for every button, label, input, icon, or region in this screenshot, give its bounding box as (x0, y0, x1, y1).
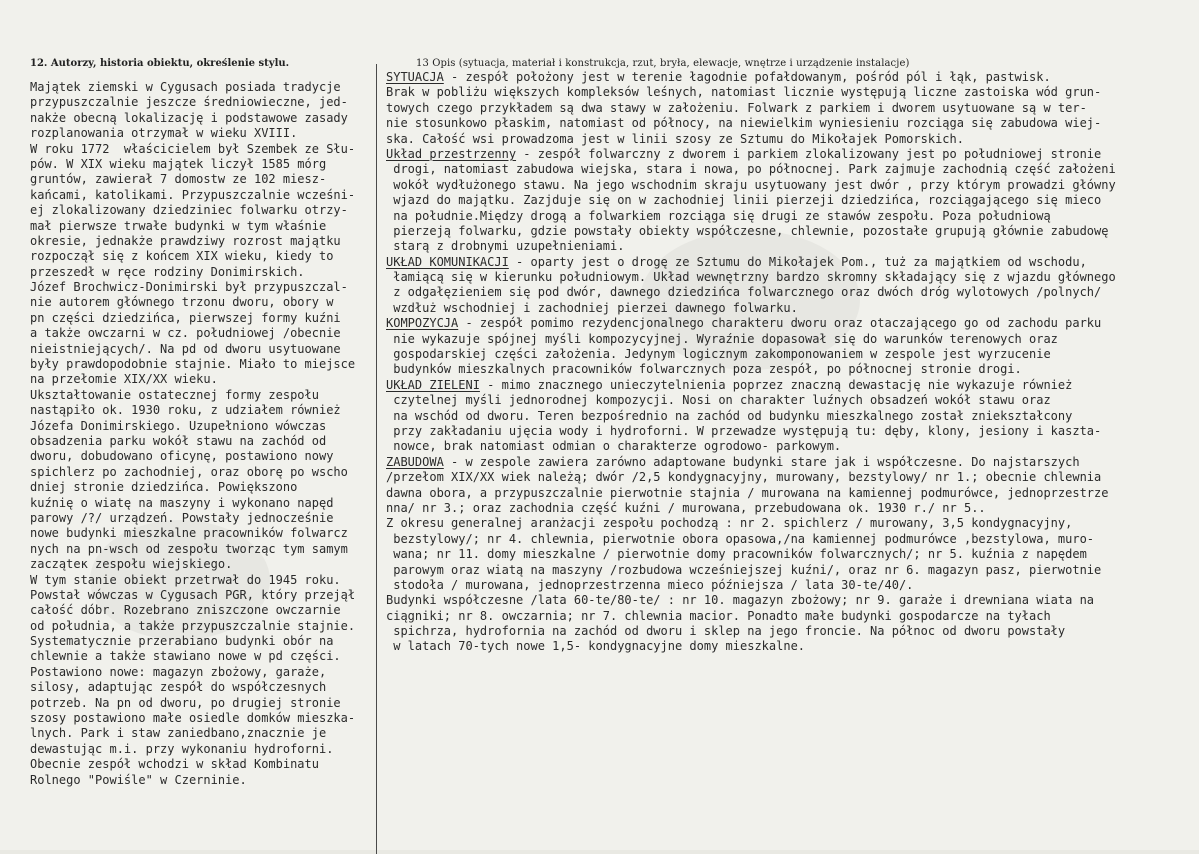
description-line (386, 424, 1199, 439)
description-line (386, 270, 1199, 285)
line-text: wjazd do majątku. Zazjduje się on w zachodniej linii pierzeji dziedzińca, rozciągającego się mieco (386, 193, 1102, 208)
history-line: kuźnię o wiatę na maszyny i wykonano napęd (30, 495, 334, 510)
description-line (386, 362, 1199, 377)
history-line: ej zlokalizowany dziedziniec folwarku otrzy- (30, 203, 348, 218)
line-text: parowym oraz wiatą na maszyny /rozbudowa wcześniejszej kuźni/, oraz nr 6. magazyn pasz, pierwotnie (386, 562, 1102, 577)
line-text: - oparty jest o drogę ze Sztumu do Mikołajek Pom., tuż za majątkiem od wschodu, (508, 254, 1087, 269)
description-line (386, 470, 1199, 485)
history-line: a także owczarni w cz. południowej /obecnie (30, 326, 341, 341)
description-line (386, 239, 1199, 254)
line-text: - w zespole zawiera zarówno adaptowane budynki stare jak i współczesne. Do najstarszych (443, 454, 1080, 469)
history-line: były prawdopodobnie stajnie. Miało to miejsce (30, 357, 356, 372)
history-text (30, 80, 376, 788)
description-line (386, 547, 1199, 562)
line-text: przy zakładaniu ujęcia wody i hydroforni. W przewadze występują tu: dęby, klony, jesiony i kaszta- (386, 423, 1102, 438)
line-text: - zespół położony jest w terenie łagodnie pofałdowanym, pośród pól i łąk, pastwisk. (443, 70, 1051, 84)
history-line: silosy, adaptując zespół do współczesnych (30, 680, 327, 695)
history-line: Postawiono nowe: magazyn zbożowy, garaże, (30, 664, 327, 679)
line-text: na południe.Między drogą a folwarkiem rozciąga się drugi ze stawów zespołu. Poza południową (386, 208, 1051, 223)
history-line: dniej stronie dziedzińca. Powiększono (30, 480, 298, 495)
description-line (386, 593, 1199, 608)
history-line: W roku 1772 właścicielem był Szembek ze Słu- (30, 141, 356, 156)
section-heading: SYTUACJA (386, 70, 444, 84)
description-line (386, 162, 1199, 177)
section-13-heading: 13 Opis (sytuacja, materiał i konstrukcja, rzut, bryła, elewacje, wnętrze i urządzenie instalacje) (416, 58, 910, 69)
description-line (386, 578, 1199, 593)
description-line (386, 486, 1199, 501)
description-line (386, 101, 1199, 116)
description-line (386, 224, 1199, 239)
description-line (386, 624, 1199, 639)
history-line: przeszedł w ręce rodziny Donimirskich. (30, 264, 305, 279)
description-line (386, 316, 1199, 331)
line-text: wokół wydłużonego stawu. Na jego wschodnim skraju usytuowany jest dwór , przy którym prowadzi główny (386, 177, 1116, 192)
description-line (386, 301, 1199, 316)
description-line (386, 409, 1199, 424)
section-heading: Układ przestrzenny (386, 146, 517, 161)
line-text: /przełom XIX/XX wiek należą; dwór /2,5 kondygnacyjny, murowany, bezstylowy/ nr 1.; obecnie chlewnia (386, 470, 1102, 485)
line-text: towych czego przykładem są dwa stawy w założeniu. Folwark z parkiem i dworem usytuowane są w ter- (386, 100, 1087, 115)
history-line: nastąpiło ok. 1930 roku, z udziałem również (30, 403, 341, 418)
history-line: spichlerz po zachodniej, oraz oborę po wscho (30, 464, 348, 479)
line-text: - zespół pomimo rezydencjonalnego charakteru dworu oraz otaczającego go od zachodu parku (458, 316, 1102, 331)
description-line (386, 209, 1199, 224)
line-text: na wschód od dworu. Teren bezpośrednio na zachód od budynku mieszkalnego został zniekształcony (386, 408, 1073, 423)
description-line (386, 378, 1199, 393)
description-line (386, 563, 1199, 578)
line-text: budynków mieszkalnych pracowników folwarcznych poza zespół, po północnej stronie drogi. (386, 362, 1022, 377)
description-line (386, 70, 1199, 85)
history-line: chlewnie a także stawiano nowe w pd części. (30, 649, 341, 664)
history-line: na przełomie XIX/XX wieku. (30, 372, 218, 387)
history-line: od południa, a także przypuszczalnie stajnie. (30, 618, 356, 633)
history-line: pn części dziedzińca, pierwszej formy kuźni (30, 310, 341, 325)
line-text: pierzeją folwarku, gdzie powstały obiekty współczesne, chlewnie, pozostałe grupują głównie zabudowę (386, 223, 1109, 238)
description-line (386, 639, 1199, 654)
history-line: Ukształtowanie ostatecznej formy zespołu (30, 387, 319, 402)
description-line (386, 347, 1199, 362)
history-line: lnych. Park i staw zaniedbano,znacznie je (30, 726, 327, 741)
line-text: nie wykazuje spójnej myśli kompozycyjnej. Wyraźnie dopasował się do warunków terenowych oraz (386, 331, 1058, 346)
history-line: nowe budynki mieszkalne pracowników folwarcz (30, 526, 348, 541)
description-line (386, 332, 1199, 347)
history-line: nieistniejących/. Na pd od dworu usytuowane (30, 341, 341, 356)
history-line: gruntów, zawierał 7 domostw ze 102 miesz- (30, 172, 327, 187)
line-text: Brak w pobliżu większych kompleksów leśnych, natomiast licznie występują liczne zastoiska wód grun- (386, 85, 1102, 100)
line-text: nna/ nr 3.; oraz zachodnia część kuźni / murowana, przebudowana ok. 1930 r./ nr 5.. (386, 500, 986, 515)
history-line: parowy /?/ urządzeń. Powstały jednocześnie (30, 510, 334, 525)
description-text (386, 70, 1199, 655)
history-line: nych na pn-wsch od zespołu tworząc tym samym (30, 541, 348, 556)
section-12-heading: 12. Autorzy, historia obiektu, określenie stylu. (30, 58, 290, 69)
history-line: całość dóbr. Rozebrano zniszczone owczarnie (30, 603, 341, 618)
description-line (386, 532, 1199, 547)
line-text: Budynki współczesne /lata 60-te/80-te/ : nr 10. magazyn zbożowy; nr 9. garaże i drewniana wiata na (386, 593, 1095, 608)
history-line: Józef Brochwicz-Donimirski był przypuszczal- (30, 280, 348, 295)
history-line: obsadzenia parku wokół stawu na zachód od (30, 433, 327, 448)
description-line (386, 455, 1199, 470)
description-line (386, 147, 1199, 162)
section-heading: ZABUDOWA (386, 454, 444, 469)
history-line: dewastując m.i. przy wykonaniu hydroforni. (30, 741, 334, 756)
description-line (386, 516, 1199, 531)
history-line: Obecnie zespół wchodzi w skład Kombinatu (30, 757, 319, 772)
line-text: wzdłuż wschodniej i zachodniej pierzei dawnego folwarku. (386, 300, 798, 315)
section-heading: KOMPOZYCJA (386, 316, 459, 331)
line-text: starą z drobnymi uzupełnieniami. (386, 239, 625, 254)
history-line: Systematycznie przerabiano budynki obór na (30, 634, 334, 649)
line-text: wana; nr 11. domy mieszkalne / pierwotnie domy pracowników folwarcznych/; nr 5. kuźnia z napędem (386, 547, 1087, 562)
description-line (386, 116, 1199, 131)
line-text: łamiącą się w kierunku południowym. Układ wewnętrzny bardzo skromny składający się z wjazdu głównego (386, 270, 1116, 285)
history-line: przypuszczalnie jeszcze średniowieczne, jed- (30, 95, 348, 110)
history-line: Majątek ziemski w Cygusach posiada tradycje (30, 80, 341, 94)
history-line: mał pierwsze trwałe budynki w tym właśnie (30, 218, 327, 233)
line-text: stodoła / murowana, jednoprzestrzenna mieco późniejsza / lata 30-te/40/. (386, 577, 914, 592)
history-line: nakże obecną lokalizację i podstawowe zasady (30, 110, 348, 125)
line-text: gospodarskiej części założenia. Jedynym logicznym zakomponowaniem w zespole jest wyrzucenie (386, 347, 1051, 362)
description-line (386, 439, 1199, 454)
description-line (386, 178, 1199, 193)
history-line: kańcami, katolikami. Przypuszczalnie wcześni- (30, 187, 356, 202)
description-line (386, 285, 1199, 300)
description-line (386, 501, 1199, 516)
history-line: rozpoczął się z końcem XIX wieku, kiedy to (30, 249, 334, 264)
description-line (386, 255, 1199, 270)
history-line: dworu, dobudowano oficynę, postawiono nowy (30, 449, 334, 464)
column-divider (376, 64, 377, 854)
line-text: Z okresu generalnej aranżacji zespołu pochodzą : nr 2. spichlerz / murowany, 3,5 kondygnacyjny, (386, 516, 1073, 531)
line-text: bezstylowy/; nr 4. chlewnia, pierwotnie obora opasowa,/na kamiennej podmurówce ,bezstylowa, muro- (386, 531, 1095, 546)
history-line: W tym stanie obiekt przetrwał do 1945 roku. (30, 572, 341, 587)
line-text: spichrza, hydrofornia na zachód od dworu i sklep na jego froncie. Na północ od dworu powstały (386, 624, 1066, 639)
history-line: Józefa Donimirskiego. Uzupełniono wówczas (30, 418, 327, 433)
history-line: rozplanowania otrzymał w wieku XVIII. (30, 126, 298, 141)
history-line: nie autorem głównego trzonu dworu, obory w (30, 295, 334, 310)
history-line: potrzeb. Na pn od dworu, po drugiej stronie (30, 695, 341, 710)
section-heading: UKŁAD ZIELENI (386, 377, 480, 392)
line-text: nowce, brak natomiast odmian o charakterze ogrodowo- parkowym. (386, 439, 842, 454)
history-line: Rolnego "Powiśle" w Czerninie. (30, 772, 247, 787)
line-text: nie stosunkowo płaskim, natomiast od północy, na niewielkim wyniesieniu rozciąga się zabudowa wiej- (386, 116, 1102, 131)
history-line: zacząteк zespołu wiejskiego. (30, 557, 233, 572)
history-line: okresie, jednakże prawdziwy rozrost majątku (30, 233, 341, 248)
description-line (386, 132, 1199, 147)
section-heading: UKŁAD KOMUNIKACJI (386, 254, 509, 269)
line-text: dawna obora, a przypuszczalnie pierwotnie stajnia / murowana na kamiennej podmurówce, jednoprzestrze (386, 485, 1109, 500)
line-text: w latach 70-tych nowe 1,5- kondygnacyjne domy mieszkalne. (386, 639, 806, 654)
description-line (386, 609, 1199, 624)
description-line (386, 393, 1199, 408)
description-line (386, 193, 1199, 208)
line-text: drogi, natomiast zabudowa wiejska, stara i nowa, po północnej. Park zajmuje zachodnią część założeni (386, 162, 1116, 177)
history-line: Powstał wówczas w Cygusach PGR, który przejął (30, 587, 356, 602)
line-text: ska. Całość wsi prowadzoma jest w linii szosy ze Sztumu do Mikołajek Pomorskich. (386, 131, 964, 146)
line-text: - mimo znacznego unieczytelnienia poprzez znaczną dewastację nie wykazuje również (479, 377, 1073, 392)
history-line: pów. W XIX wieku majątek liczył 1585 mórg (30, 156, 327, 171)
description-line (386, 85, 1199, 100)
line-text: czytelnej myśli jednorodnej kompozycji. Nosi on charakter luźnych obsadzeń wokół stawu oraz (386, 393, 1051, 408)
line-text: - zespół folwarczny z dworem i parkiem zlokalizowany jest po południowej stronie (516, 146, 1102, 161)
line-text: z odgałęzieniem się pod dwór, dawnego dziedzińca folwarcznego oraz dwóch dróg wylotowych /polnych/ (386, 285, 1102, 300)
line-text: ciągniki; nr 8. owczarnia; nr 7. chlewnia macior. Ponadto małe budynki gospodarcze na tyłach (386, 608, 1051, 623)
history-line: szosy postawiono małe osiedle domków mieszka- (30, 711, 356, 726)
